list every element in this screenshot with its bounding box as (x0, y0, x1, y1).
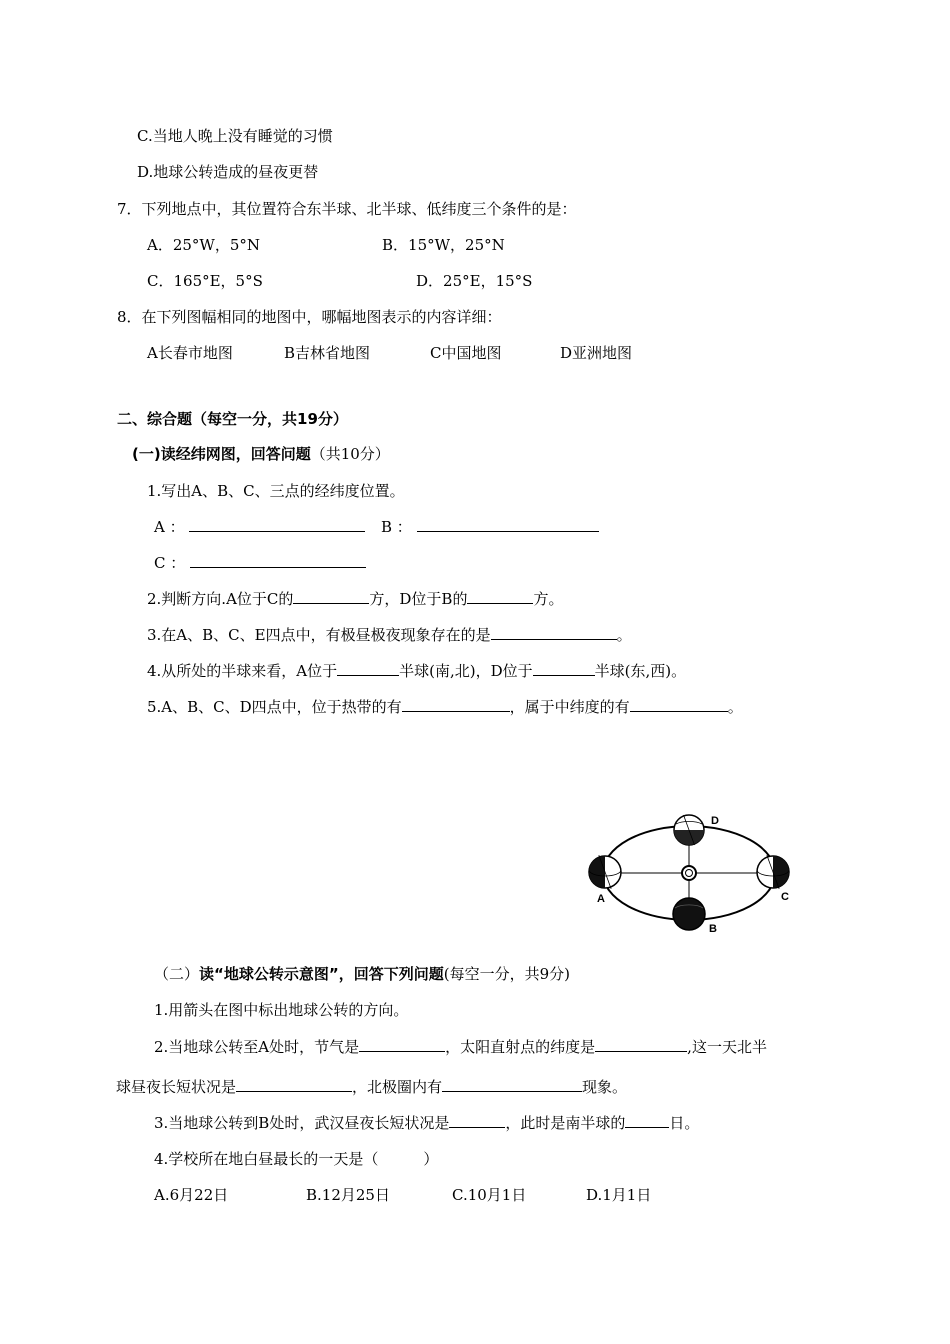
q4-blank-1[interactable] (337, 661, 399, 676)
q4-text-pre: 4.从所处的半球来看，A位于 (147, 662, 338, 680)
q4-text-mid: 半球(南,北)，D位于 (399, 662, 533, 680)
q3-text-pre: 3.在A、B、C、E四点中，有极昼极夜现象存在的是 (147, 626, 491, 644)
p2q3-text-pre: 3.当地球公转到B处时，武汉昼夜长短状况是 (154, 1114, 450, 1132)
q4-blank-2[interactable] (533, 661, 595, 676)
part1-title-bold: (一)读经纬网图，回答问题 (132, 445, 311, 463)
part1-q3 (147, 625, 632, 645)
q2-text-pre: 2.判断方向.A位于C的 (147, 590, 294, 608)
p2q2-blank-4[interactable] (442, 1077, 582, 1092)
diagram-label-b: B (709, 923, 717, 935)
q8-option-a: A长春市地图 (147, 344, 233, 362)
part2-q2 (154, 1037, 767, 1057)
q2-text-mid: 方，D位于B的 (369, 590, 468, 608)
q6-option-c: C.当地人晚上没有睡觉的习惯 (137, 127, 333, 145)
sun-icon (682, 866, 696, 880)
q7-option-d: D．25°E，15°S (416, 272, 533, 290)
part1-answer-ab (154, 517, 599, 537)
diagram-label-d: D (711, 815, 719, 827)
answer-blank-b[interactable] (417, 517, 599, 532)
q3-blank[interactable] (491, 625, 617, 640)
part2-title (154, 964, 570, 984)
part1-title (132, 444, 390, 464)
label-b: B ： (380, 518, 412, 536)
q7-stem: 7．下列地点中，其位置符合东半球、北半球、低纬度三个条件的是： (117, 200, 577, 218)
part1-q2 (147, 589, 563, 609)
q8-option-d: D亚洲地图 (560, 344, 633, 362)
q2-blank-2[interactable] (467, 589, 533, 604)
section2-title: 二、综合题（每空一分，共19分） (117, 410, 348, 428)
earth-position-b (673, 898, 705, 930)
q4-text-post: 半球(东,西)。 (594, 662, 687, 680)
q3-text-post: 。 (616, 626, 632, 644)
q5-blank-2[interactable] (630, 697, 728, 712)
part1-q5 (147, 697, 743, 717)
part1-title-rest: （共10分） (310, 445, 390, 463)
p2q3-blank-1[interactable] (449, 1113, 505, 1128)
answer-blank-c[interactable] (190, 553, 366, 568)
p2q2-blank-3[interactable] (236, 1077, 352, 1092)
q8-stem: 8．在下列图幅相同的地图中，哪幅地图表示的内容详细： (117, 308, 502, 326)
part2-q4: 4.学校所在地白昼最长的一天是（ ） (154, 1150, 439, 1168)
q2-text-post: 方。 (533, 590, 564, 608)
q2-blank-1[interactable] (293, 589, 369, 604)
earth-position-c (757, 855, 789, 889)
q7-option-c: C．165°E，5°S (147, 272, 263, 290)
p2q2-text-pre: 2.当地球公转至A处时，节气是 (154, 1038, 360, 1056)
part2-q4-option-a: A.6月22日 (154, 1186, 229, 1204)
p2q2-blank-1[interactable] (359, 1037, 445, 1052)
diagram-label-c: C (781, 891, 789, 903)
part2-q1: 1.用箭头在图中标出地球公转的方向。 (154, 1001, 409, 1019)
p2q2-blank-2[interactable] (595, 1037, 687, 1052)
label-a: A ： (154, 518, 185, 536)
part2-title-pre: （二） (154, 965, 200, 983)
part1-q4 (147, 661, 686, 681)
q8-option-c: C中国地图 (430, 344, 502, 362)
q6-option-d: D.地球公转造成的昼夜更替 (137, 163, 319, 181)
p2q2-line2-mid: ，北极圈内有 (352, 1078, 443, 1096)
diagram-label-a: A (597, 893, 605, 905)
q5-text-post: 。 (727, 698, 743, 716)
p2q2-line2-post: 现象。 (582, 1078, 628, 1096)
p2q3-text-mid: ，此时是南半球的 (505, 1114, 626, 1132)
part2-q4-option-d: D.1月1日 (586, 1186, 652, 1204)
earth-position-a (589, 855, 621, 889)
part2-q2-line2 (116, 1077, 627, 1097)
part2-q3 (154, 1113, 699, 1133)
q7-option-a: A．25°W，5°N (147, 236, 261, 254)
p2q3-blank-2[interactable] (625, 1113, 669, 1128)
earth-revolution-diagram (585, 808, 805, 938)
label-c: C ： (154, 554, 186, 572)
part2-title-bold: 读“地球公转示意图”，回答下列问题 (199, 965, 444, 983)
p2q3-text-post: 日。 (669, 1114, 700, 1132)
part1-q1: 1.写出A、B、C、三点的经纬度位置。 (147, 482, 405, 500)
p2q2-text-mid: ，太阳直射点的纬度是 (445, 1038, 596, 1056)
q5-text-mid: ，属于中纬度的有 (509, 698, 630, 716)
q5-text-pre: 5.A、B、C、D四点中，位于热带的有 (147, 698, 402, 716)
q7-option-b: B．15°W，25°N (382, 236, 505, 254)
p2q2-line2-pre: 球昼夜长短状况是 (116, 1078, 237, 1096)
part2-title-rest: (每空一分，共9分) (443, 965, 570, 983)
p2q2-text-post: ,这一天北半 (687, 1038, 767, 1056)
part2-q4-option-c: C.10月1日 (452, 1186, 527, 1204)
q8-option-b: B吉林省地图 (284, 344, 371, 362)
part2-q4-option-b: B.12月25日 (306, 1186, 390, 1204)
part1-answer-c (154, 553, 366, 573)
earth-position-d (674, 815, 704, 845)
q5-blank-1[interactable] (402, 697, 510, 712)
answer-blank-a[interactable] (189, 517, 365, 532)
